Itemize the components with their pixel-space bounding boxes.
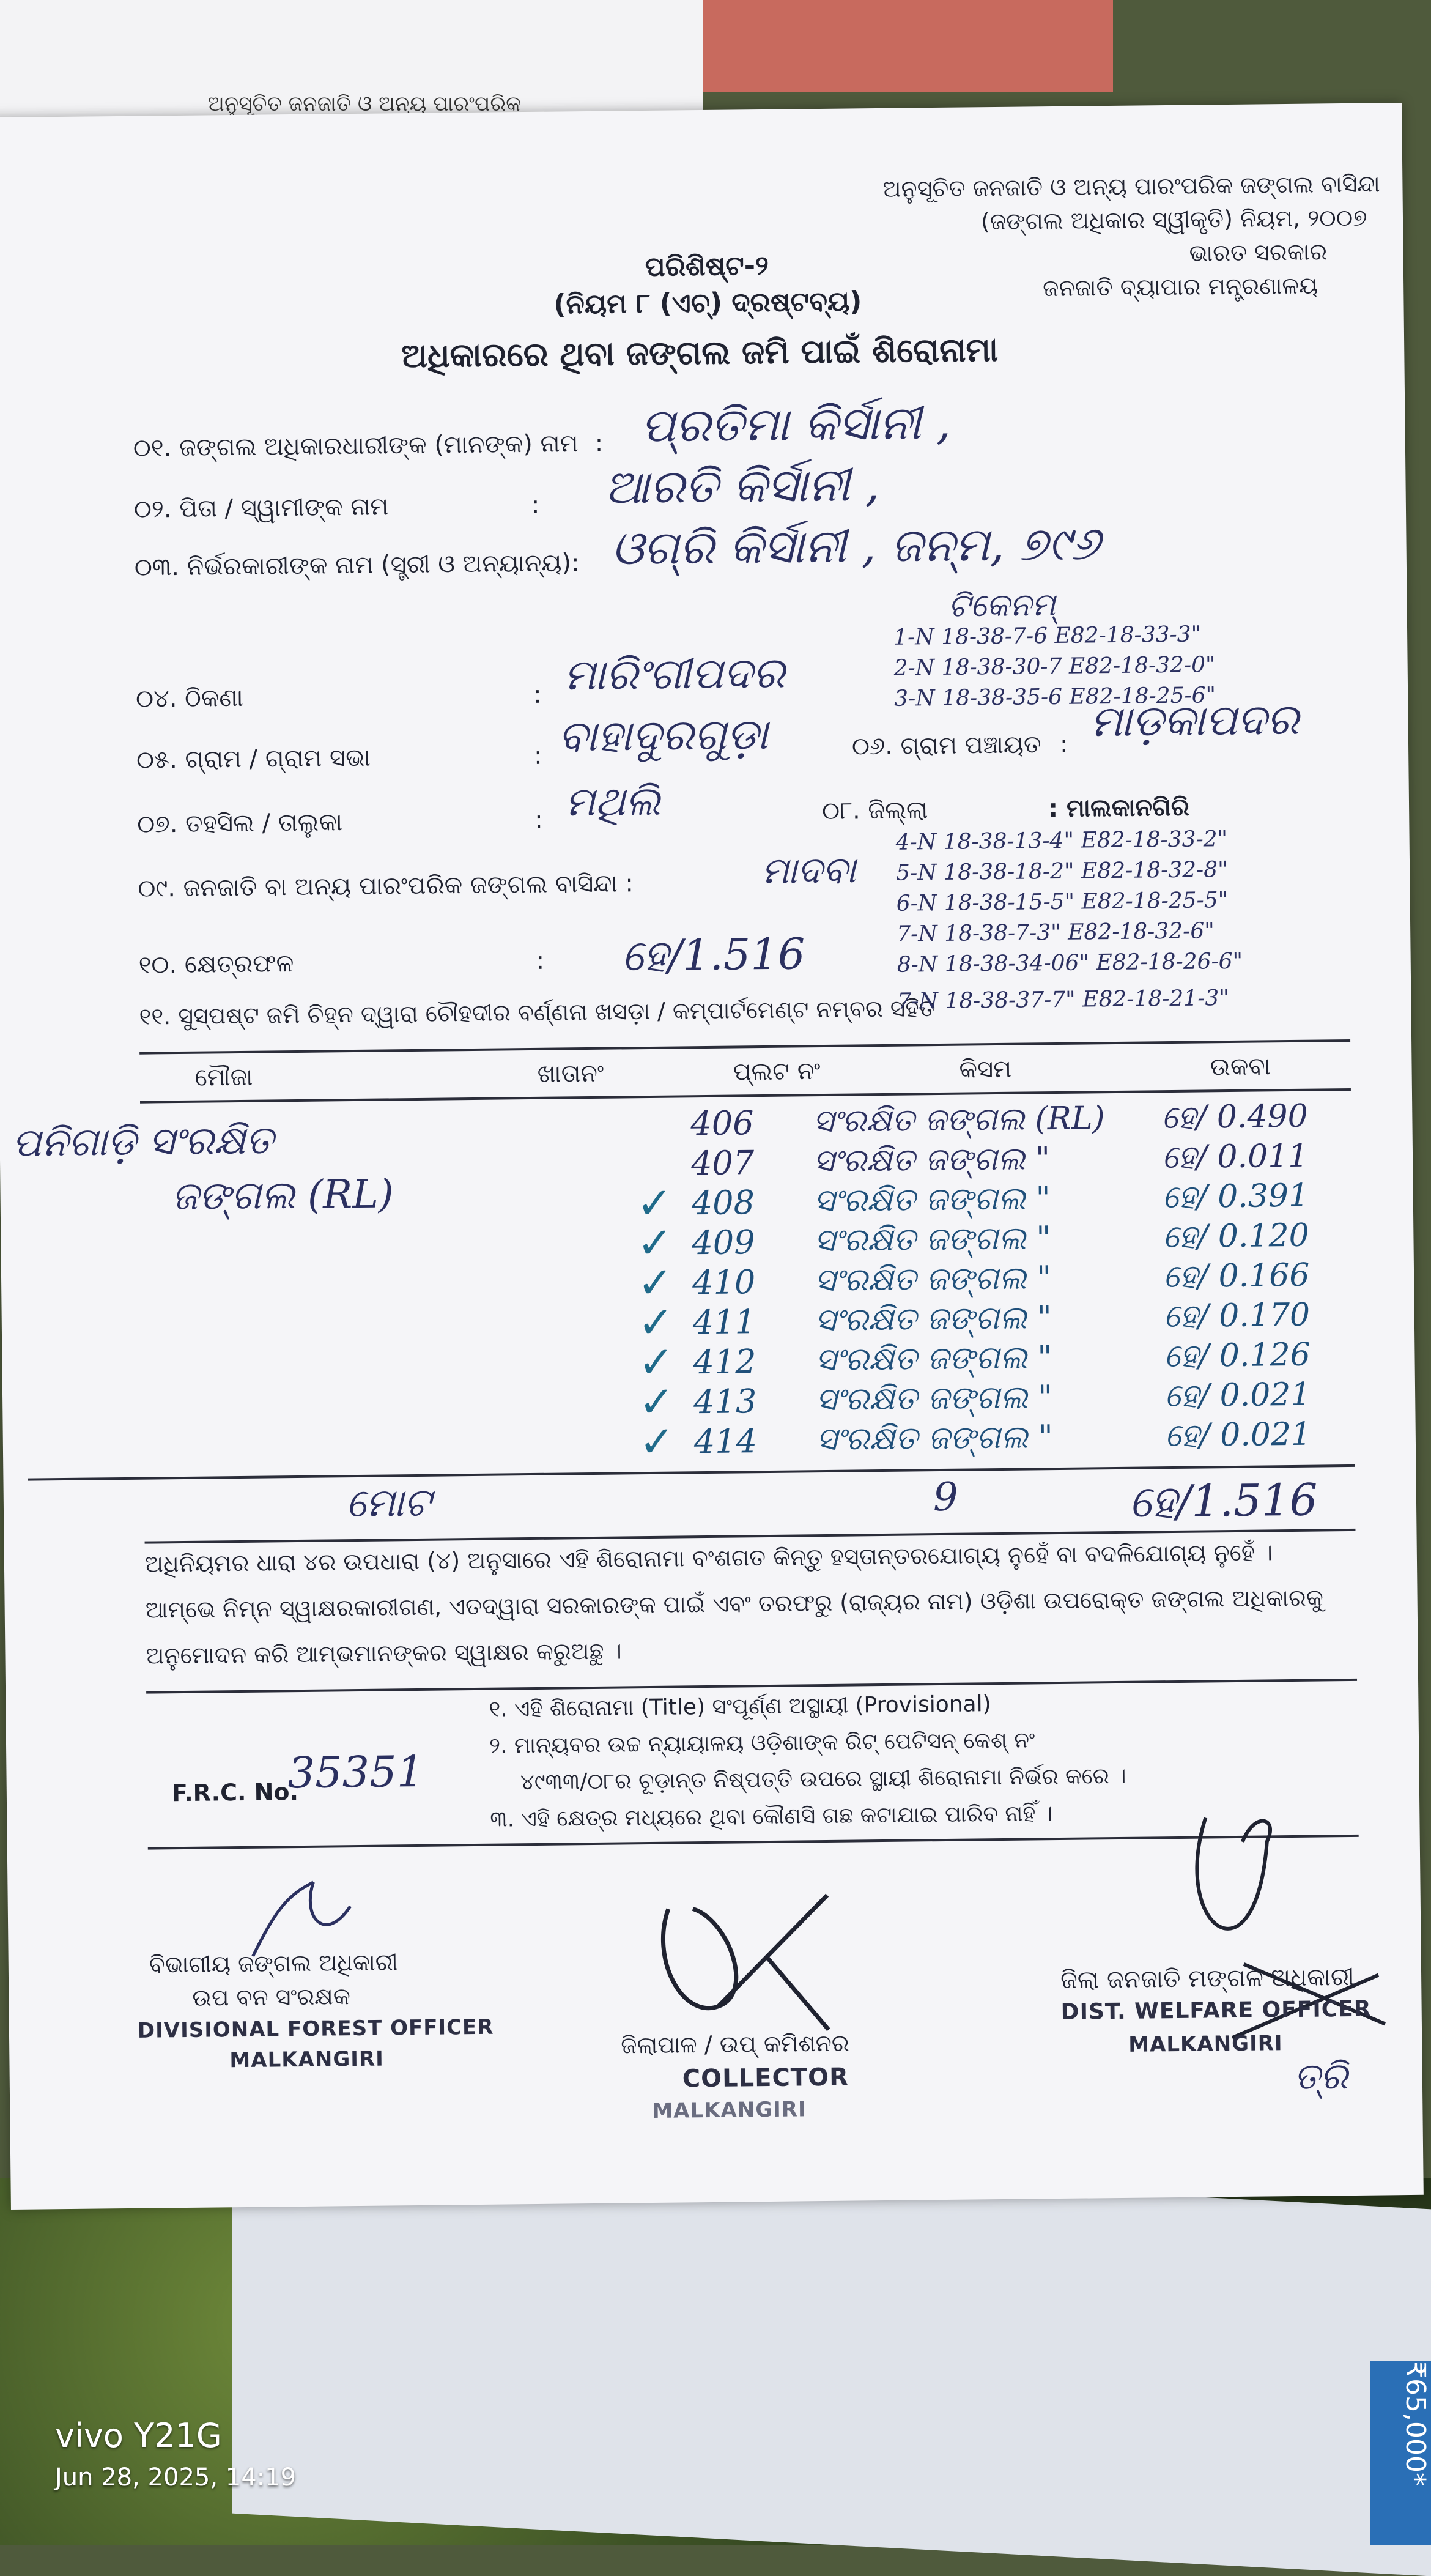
- gps-line-7: 7-N 18-38-7-3" E82-18-32-6": [897, 918, 1215, 947]
- area: ହେ/ 0.126: [1164, 1336, 1311, 1375]
- gps-line-4: 4-N 18-38-13-4" E82-18-33-2": [895, 826, 1228, 855]
- note-2b: ୪୯୩୩/୦୮ର ଚୂଡ଼ାନ୍ତ ନିଷ୍ପତ୍ତି ଉପରେ ସ୍ଥାୟୀ ଶିରୋନାମା ନିର୍ଭର କରେ ।: [520, 1763, 1126, 1795]
- plot-no: 407: [690, 1143, 755, 1183]
- field-7-value: ମଥିଲି: [564, 777, 661, 826]
- plot-no: 413: [693, 1382, 757, 1422]
- statement-line-2: ଆମ୍ଭେ ନିମ୍ନ ସ୍ୱାକ୍ଷରକାରୀଗଣ, ଏତଦ୍ୱାରା ସରକାରଙ୍କ ପାଇଁ ଏବଂ ତରଫରୁ (ରାଜ୍ୟର ନାମ) ଓଡ଼ିଶା ଉପରୋକ୍ତ ଜଙ୍ଗଲ ଅଧିକାରକୁ: [145, 1584, 1324, 1624]
- field-6-colon: :: [1059, 730, 1068, 759]
- dwo-stamp-line-2: MALKANGIRI: [1128, 2031, 1283, 2057]
- field-7-colon: :: [534, 806, 543, 834]
- plot-no: 406: [690, 1104, 754, 1143]
- magazine-bottom: [232, 2147, 1431, 2576]
- field-1-label: ୦୧. ଜଙ୍ଗଲ ଅଧିକାରଧାରୀଙ୍କ (ମାନଙ୍କ) ନାମ: [133, 429, 579, 462]
- check-mark-icon: ✓: [638, 1376, 675, 1428]
- header-line-3: ଭାରତ ସରକାର: [1189, 238, 1328, 267]
- plot-no: 411: [692, 1302, 756, 1342]
- field-4-label: ୦୪. ଠିକଣା: [135, 683, 243, 713]
- kisam: ସଂରକ୍ଷିତ ଜଙ୍ଗଲ ": [815, 1339, 1052, 1379]
- field-10-colon: :: [536, 946, 545, 975]
- check-mark-icon: ✓: [637, 1217, 673, 1269]
- field-1-value: ପ୍ରତିମା କିର୍ସାନୀ ,: [640, 395, 952, 453]
- plot-no: 409: [692, 1223, 755, 1263]
- field-4-value: ମାରିଂଗୀପଦର: [563, 647, 786, 700]
- field-2-value: ଆରତି କିର୍ସାନୀ ,: [604, 456, 880, 514]
- area: ହେ/ 0.021: [1164, 1376, 1311, 1415]
- collector-stamp-line-1: COLLECTOR: [682, 2063, 849, 2093]
- note-2a: ୨. ମାନ୍ୟବର ଉଚ୍ଚ ନ୍ୟାୟାଳୟ ଓଡ଼ିଶାଙ୍କ ରିଟ୍ ପେଟିସନ୍ କେଶ୍ ନଂ: [489, 1728, 1035, 1759]
- dwo-stamp-line-1: DIST. WELFARE OFFICER: [1060, 1996, 1372, 2025]
- col-header-area: ଉକବା: [1210, 1052, 1271, 1082]
- gps-line-3: 3-N 18-38-35-6 E82-18-25-6": [893, 683, 1216, 711]
- field-3-value: ଓଗ୍ରି କିର୍ସାନୀ , ଜନ୍ମ, ୭୯୬: [611, 516, 1101, 576]
- camera-datetime: Jun 28, 2025, 14:19: [55, 2463, 297, 2492]
- check-mark-icon: ✓: [638, 1416, 675, 1468]
- document-title: ଅଧିକାରରେ ଥିବା ଜଙ୍ଗଲ ଜମି ପାଇଁ ଶିରୋନାମା: [401, 330, 999, 376]
- dfo-title-odia: ବିଭାଗୀୟ ଜଙ୍ଗଲ ଅଧିକାରୀ: [149, 1948, 398, 1978]
- note-1: ୧. ଏହି ଶିରୋନାମା (Title) ସଂପୂର୍ଣ୍ଣ ଅସ୍ଥାୟୀ (Provisional): [489, 1691, 991, 1722]
- kisam: ସଂରକ୍ଷିତ ଜଙ୍ଗଲ ": [815, 1379, 1053, 1419]
- collector-signature-icon: [643, 1883, 841, 2044]
- total-label: ମୋଟ: [346, 1480, 432, 1527]
- kisam: ସଂରକ୍ଷିତ ଜଙ୍ଗଲ ": [814, 1260, 1052, 1299]
- camera-watermark: [55, 2416, 296, 2492]
- gps-line-1: 1-N 18-38-7-6 E82-18-33-3": [893, 622, 1202, 650]
- kisam: ସଂରକ୍ଷିତ ଜଙ୍ଗଲ ": [813, 1140, 1051, 1180]
- field-2-label: ୦୨. ପିତା / ସ୍ୱାମୀଙ୍କ ନାମ: [133, 492, 389, 524]
- dfo-stamp-line-1: DIVISIONAL FOREST OFFICER: [137, 2014, 494, 2043]
- check-mark-icon: ✓: [637, 1297, 674, 1348]
- dfo-stamp-line-2: MALKANGIRI: [229, 2046, 384, 2073]
- back-sheet-text: ଅନୁସୂଚିତ ଜନଜାତି ଓ ଅନ୍ୟ ପାରଂପରିକ: [208, 92, 522, 116]
- field-7-label: ୦୭. ତହସିଲ / ତାଲୁକା: [137, 808, 343, 839]
- mouza-line-2: ଜଙ୍ଗଲ (RL): [171, 1171, 394, 1220]
- dwo-initials: ତ୍ରି: [1293, 2055, 1348, 2099]
- total-area: ହେ/1.516: [1128, 1474, 1318, 1527]
- statement-line-3: ଅନୁମୋଦନ କରି ଆମ୍ଭମାନଙ୍କର ସ୍ୱାକ୍ଷର କରୁଅଛୁ ।: [146, 1637, 623, 1669]
- gps-line-9: 7-N 18-38-37-7" E82-18-21-3": [897, 985, 1230, 1014]
- field-9-label: ୦୯. ଜନଜାତି ବା ଅନ୍ୟ ପାରଂପରିକ ଜଙ୍ଗଲ ବାସିନ୍ଦା :: [138, 869, 634, 903]
- header-line-2: (ଜଙ୍ଗଲ ଅଧିକାର ସ୍ୱୀକୃତି) ନିୟମ, ୨୦୦୭: [980, 204, 1367, 236]
- plot-no: 412: [693, 1342, 756, 1382]
- plot-no: 414: [693, 1422, 758, 1461]
- dwo-signature-icon: [1156, 1803, 1391, 2063]
- field-3-label: ୦୩. ନିର୍ଭରକାରୀଙ୍କ ନାମ (ସ୍ତ୍ରୀ ଓ ଅନ୍ୟାନ୍ୟ):: [134, 549, 580, 582]
- gps-line-6: 6-N 18-38-15-5" E82-18-25-5": [896, 888, 1229, 916]
- field-5-colon: :: [533, 741, 542, 770]
- area: ହେ/ 0.011: [1161, 1137, 1309, 1176]
- check-mark-icon: ✓: [638, 1337, 675, 1388]
- statement-rule: [146, 1679, 1357, 1694]
- field-8-label: ୦୮. ଜିଲ୍ଲା: [821, 796, 928, 825]
- camera-model: vivo Y21G: [55, 2416, 222, 2455]
- kisam: ସଂରକ୍ଷିତ ଜଙ୍ଗଲ ": [813, 1180, 1051, 1220]
- area: ହେ/ 0.120: [1163, 1217, 1310, 1256]
- field-10-value: ହେ/1.516: [621, 929, 805, 981]
- statement-line-1: ଅଧିନିୟମର ଧାରା ୪ର ଉପଧାରା (୪) ଅନୁସାରେ ଏହି ଶିରୋନାମା ବଂଶଗତ କିନ୍ତୁ ହସ୍ତାନ୍ତରଯୋଗ୍ୟ ନୁହେଁ ବା ବଦଳିଯୋଗ୍ୟ ନୁହେଁ ।: [144, 1539, 1273, 1578]
- field-1-colon: :: [594, 429, 604, 458]
- field-4-colon: :: [533, 680, 542, 709]
- col-header-kisam: କିସମ: [959, 1055, 1012, 1084]
- collector-stamp-line-2: MALKANGIRI: [652, 2097, 807, 2124]
- header-line-1: ଅନୁସୂଚିତ ଜନଜାତି ଓ ଅନ୍ୟ ପାରଂପରିକ ଜଙ୍ଗଲ ବାସିନ୍ଦା: [882, 170, 1380, 202]
- col-header-mouza: ମୌଜା: [194, 1063, 253, 1092]
- area: ହେ/ 0.391: [1162, 1177, 1309, 1216]
- gps-line-8: 8-N 18-38-34-06" E82-18-26-6": [897, 948, 1243, 978]
- field-9-value: ମାଦବା: [761, 848, 856, 893]
- frc-number: 35351: [287, 1746, 424, 1798]
- header-line-4: ଜନଜାତି ବ୍ୟାପାର ମନ୍ତ୍ରଣାଳୟ: [1042, 272, 1318, 302]
- field-2-colon: :: [531, 491, 540, 519]
- kisam: ସଂରକ୍ଷିତ ଜଙ୍ଗଲ ": [814, 1220, 1051, 1260]
- area: ହେ/ 0.021: [1164, 1416, 1312, 1455]
- rule-reference: (ନିୟମ ୮ (ଏଚ୍) ଦ୍ରଷ୍ଟବ୍ୟ): [553, 286, 862, 321]
- collector-title-odia: ଜିଲାପାଳ / ଉପ୍ କମିଶନର: [620, 2029, 849, 2059]
- dwo-title-odia: ଜିଲା ଜନଜାତି ମଙ୍ଗଳ ଅଧିକାରୀ: [1060, 1962, 1355, 1995]
- check-mark-icon: ✓: [636, 1178, 673, 1229]
- table-top-rule: [139, 1039, 1350, 1055]
- gps-line-5: 5-N 18-38-18-2" E82-18-32-8": [895, 857, 1228, 886]
- kisam: ସଂରକ୍ଷିତ ଜଙ୍ଗଲ ": [815, 1299, 1052, 1339]
- gps-line-2: 2-N 18-38-30-7 E82-18-32-0": [893, 652, 1216, 681]
- kisam: ସଂରକ୍ଷିତ ଜଙ୍ଗଲ (RL): [813, 1100, 1105, 1140]
- field-11-label: ୧୧. ସୁସ୍ପଷ୍ଟ ଜମି ଚିହ୍ନ ଦ୍ୱାରା ଚୌହଦୀର ବର୍ଣ୍ଣନା ଖସଡ଼ା / କମ୍ପାର୍ଟମେଣ୍ଟ ନମ୍ବର ସହିତ: [139, 995, 936, 1030]
- magazine-top-corner: [648, 0, 1113, 92]
- annex-label: ପରିଶିଷ୍ଟ-୨: [645, 250, 769, 283]
- area: ହେ/ 0.490: [1161, 1097, 1308, 1137]
- plot-no: 410: [692, 1263, 756, 1302]
- col-header-khata: ଖାତାନଂ: [537, 1059, 604, 1088]
- dfo-subtitle-odia: ଉପ ବନ ସଂରକ୍ଷକ: [192, 1983, 351, 2011]
- area: ହେ/ 0.166: [1163, 1256, 1310, 1296]
- note-3: ୩. ଏହି କ୍ଷେତ୍ର ମଧ୍ୟରେ ଥିବା କୌଣସି ଗଛ କଟାଯାଇ ପାରିବ ନାହିଁ ।: [490, 1801, 1053, 1832]
- mouza-line-1: ପନିଗାଡ଼ି ସଂରକ୍ଷିତ: [12, 1118, 274, 1166]
- field-6-label: ୦୬. ଗ୍ରାମ ପଞ୍ଚାୟତ: [851, 730, 1041, 761]
- area: ହେ/ 0.170: [1163, 1296, 1311, 1335]
- plot-no: 408: [691, 1183, 755, 1223]
- title-certificate: [0, 103, 1424, 2210]
- frc-label: F.R.C. No.: [171, 1778, 299, 1807]
- total-count: 9: [933, 1474, 958, 1521]
- field-6-value: ମାଡ଼କାପଦର: [1090, 694, 1300, 747]
- field-5-label: ୦୫. ଗ୍ରାମ / ଗ୍ରାମ ସଭା: [136, 743, 371, 774]
- field-10-label: ୧୦. କ୍ଷେତ୍ରଫଳ: [138, 949, 294, 979]
- magazine-price: ₹65,000*: [1370, 2361, 1431, 2545]
- check-mark-icon: ✓: [637, 1257, 674, 1308]
- col-header-plot: ପ୍ଲଟ ନଂ: [733, 1057, 821, 1086]
- kisam: ସଂରକ୍ଷିତ ଜଙ୍ଗଲ ": [816, 1419, 1054, 1458]
- gps-heading: ଟିକେନମ୍: [948, 586, 1056, 625]
- field-8-value: : ମାଲକାନଗିରି: [1048, 793, 1190, 823]
- field-5-value: ବାହାଦୁରଗୁଡ଼ା: [558, 708, 769, 762]
